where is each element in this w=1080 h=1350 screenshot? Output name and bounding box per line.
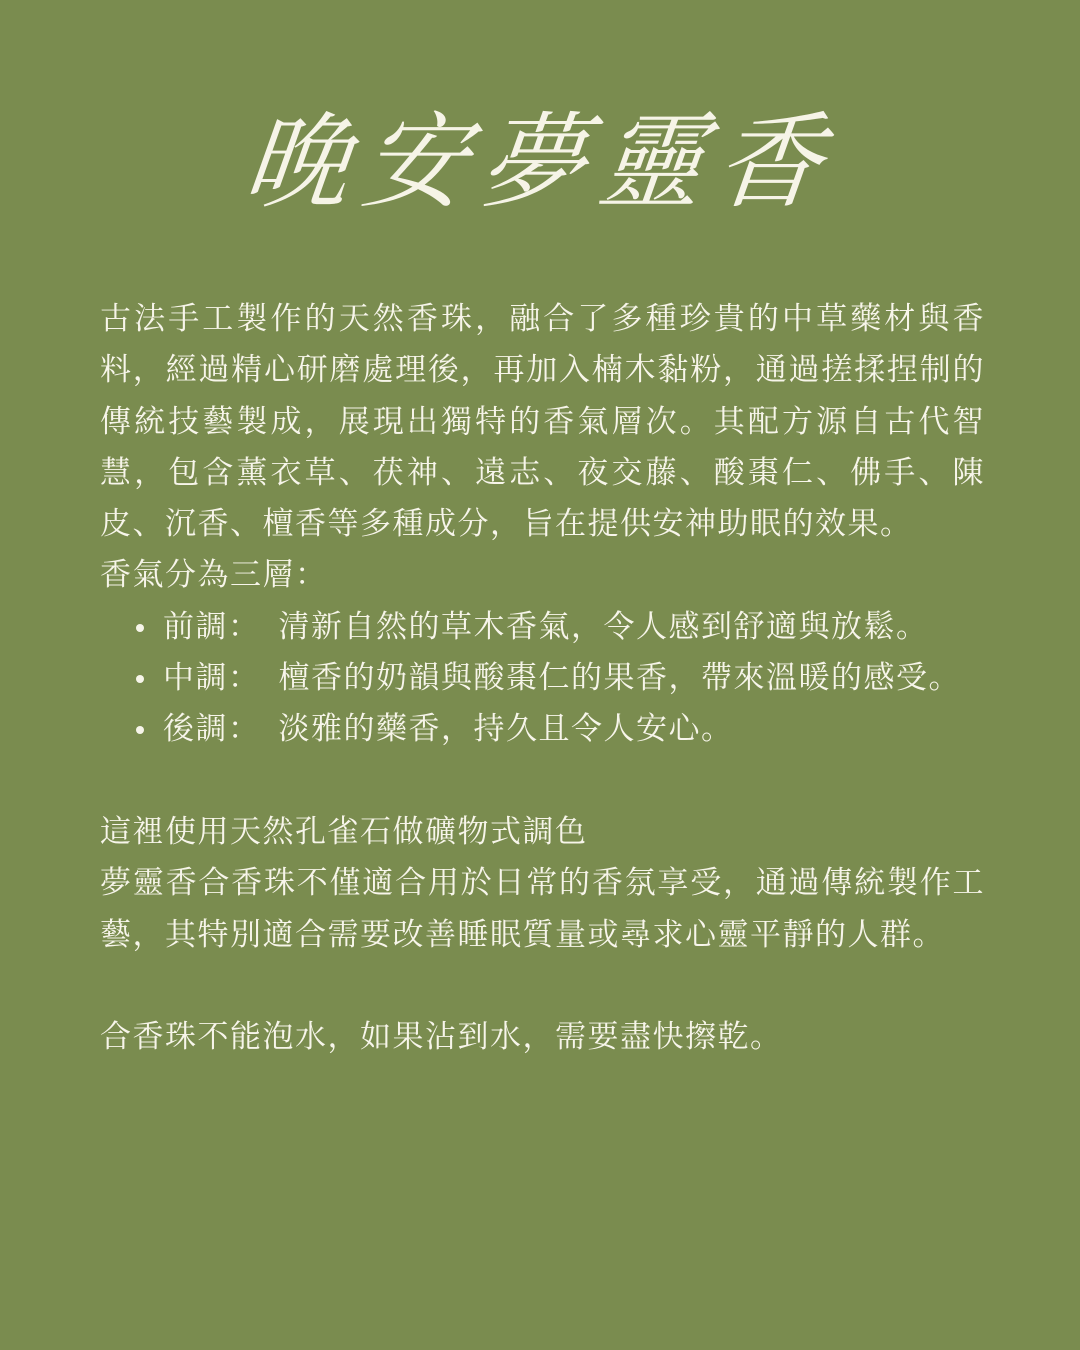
product-title: 晚安夢靈香 <box>238 101 842 223</box>
note-text: 清新自然的草木香氣，令人感到舒適與放鬆。 <box>278 608 929 645</box>
fragrance-notes-list <box>100 602 985 756</box>
intro-paragraph: 古法手工製作的天然香珠，融合了多種珍貴的中草藥材與香料，經過精心研磨處理後，再加入楠木黏粉，通過搓揉捏制的傳統技藝製成，展現出獨特的香氣層次。其配方源自古代智慧，包含薰衣草、茯神、遠志、夜交藤、酸棗仁、佛手、陳皮、沉香、檀香等多種成分，旨在提供安神助眠的效果。 <box>100 301 985 543</box>
note-name: 中調： <box>163 660 261 697</box>
note-item-top <box>163 602 985 653</box>
layers-heading: 香氣分為三層： <box>100 557 328 594</box>
color-note: 這裡使用天然孔雀石做礦物式調色 <box>100 813 588 850</box>
suitability-paragraph: 夢靈香合香珠不僅適合用於日常的香氛享受，通過傳統製作工藝，其特別適合需要改善睡眠質量或尋求心靈平靜的人群。 <box>100 865 985 953</box>
note-text: 檀香的奶韻與酸棗仁的果香，帶來溫暖的感受。 <box>278 660 961 697</box>
spacer <box>100 961 985 1012</box>
note-name: 後調： <box>163 711 261 748</box>
note-name: 前調： <box>163 608 261 645</box>
description-body <box>100 294 985 1063</box>
note-item-base <box>163 704 985 755</box>
care-note: 合香珠不能泡水，如果沾到水，需要盡快擦乾。 <box>100 1019 783 1056</box>
note-item-middle <box>163 653 985 704</box>
note-text: 淡雅的藥香，持久且令人安心。 <box>278 711 734 748</box>
spacer <box>100 756 985 807</box>
